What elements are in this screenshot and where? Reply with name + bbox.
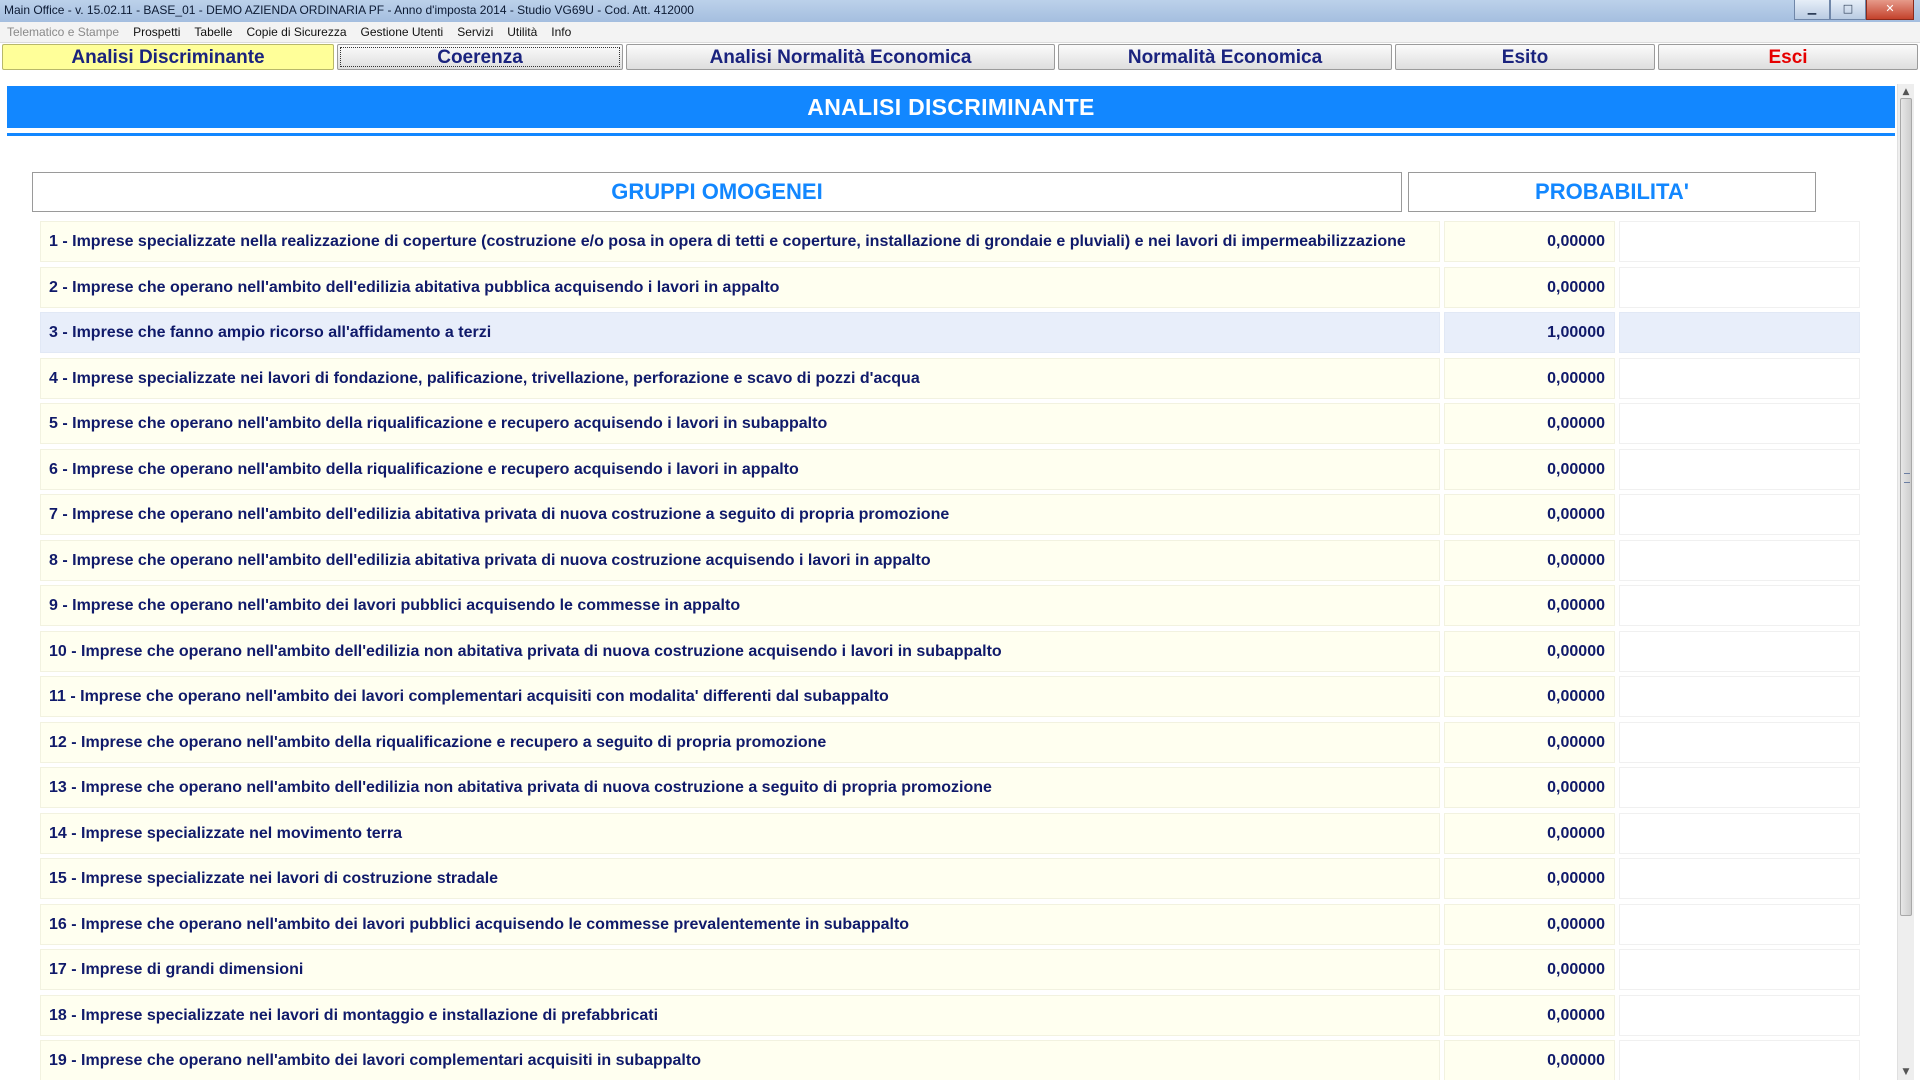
table-row[interactable] — [33, 449, 1863, 490]
menu-item[interactable]: Info — [551, 25, 572, 39]
tab-normalita-economica[interactable]: Normalità Economica — [1058, 44, 1392, 70]
group-description: 5 - Imprese che operano nell'ambito della riqualificazione e recupero acquisendo i lavori in subappalto — [40, 403, 1440, 444]
menu-item[interactable]: Utilità — [507, 25, 538, 39]
group-probability: 0,00000 — [1444, 995, 1615, 1036]
table-row[interactable] — [33, 995, 1863, 1036]
empty-cell — [1619, 540, 1860, 581]
group-description: 7 - Imprese che operano nell'ambito dell'edilizia abitativa privata di nuova costruzione a seguito di propria promozione — [40, 494, 1440, 535]
exit-button[interactable]: Esci — [1658, 44, 1918, 70]
table-row[interactable] — [33, 722, 1863, 763]
close-icon[interactable]: ✕ — [1866, 0, 1914, 20]
empty-cell — [1619, 312, 1860, 353]
menu-item[interactable]: Prospetti — [133, 25, 181, 39]
menu-item[interactable]: Tabelle — [194, 25, 233, 39]
maximize-icon[interactable]: □ — [1830, 0, 1866, 20]
minimize-icon[interactable]: ▁ — [1794, 0, 1830, 20]
group-probability: 0,00000 — [1444, 1040, 1615, 1080]
group-probability: 0,00000 — [1444, 722, 1615, 763]
group-probability: 0,00000 — [1444, 449, 1615, 490]
group-probability: 0,00000 — [1444, 540, 1615, 581]
group-probability: 0,00000 — [1444, 858, 1615, 899]
table-row[interactable] — [33, 813, 1863, 854]
menu-item[interactable]: Copie di Sicurezza — [246, 25, 347, 39]
tab-coerenza[interactable]: Coerenza — [337, 44, 623, 70]
group-probability: 0,00000 — [1444, 494, 1615, 535]
table-row[interactable] — [33, 1040, 1863, 1080]
table-row[interactable] — [33, 904, 1863, 945]
group-description: 12 - Imprese che operano nell'ambito della riqualificazione e recupero a seguito di propria promozione — [40, 722, 1440, 763]
table-row[interactable] — [33, 358, 1863, 399]
group-probability: 0,00000 — [1444, 267, 1615, 308]
group-description: 11 - Imprese che operano nell'ambito dei lavori complementari acquisiti con modalita' differenti dal subappalto — [40, 676, 1440, 717]
empty-cell — [1619, 722, 1860, 763]
window-controls — [1794, 0, 1914, 20]
empty-cell — [1619, 858, 1860, 899]
table-row[interactable] — [33, 767, 1863, 808]
empty-cell — [1619, 403, 1860, 444]
group-description: 6 - Imprese che operano nell'ambito della riqualificazione e recupero acquisendo i lavori in appalto — [40, 449, 1440, 490]
group-description: 2 - Imprese che operano nell'ambito dell'edilizia abitativa pubblica acquisendo i lavori in appalto — [40, 267, 1440, 308]
empty-cell — [1619, 995, 1860, 1036]
vertical-scrollbar[interactable] — [1897, 84, 1914, 1080]
empty-cell — [1619, 813, 1860, 854]
empty-cell — [1619, 949, 1860, 990]
table-row[interactable] — [33, 312, 1863, 353]
table-row[interactable] — [33, 221, 1863, 262]
table-row[interactable] — [33, 267, 1863, 308]
group-probability: 0,00000 — [1444, 585, 1615, 626]
empty-cell — [1619, 494, 1860, 535]
group-probability: 0,00000 — [1444, 631, 1615, 672]
table-row[interactable] — [33, 631, 1863, 672]
grip-icon — [1904, 473, 1910, 483]
empty-cell — [1619, 449, 1860, 490]
group-probability: 0,00000 — [1444, 358, 1615, 399]
group-probability: 0,00000 — [1444, 767, 1615, 808]
groups-table — [33, 221, 1863, 1080]
group-probability: 0,00000 — [1444, 904, 1615, 945]
group-description: 8 - Imprese che operano nell'ambito dell'edilizia abitativa privata di nuova costruzione acquisendo i lavori in appalto — [40, 540, 1440, 581]
group-description: 18 - Imprese specializzate nei lavori di montaggio e installazione di prefabbricati — [40, 995, 1440, 1036]
scroll-up-icon[interactable]: ▲ — [1902, 87, 1910, 97]
group-probability: 0,00000 — [1444, 221, 1615, 262]
empty-cell — [1619, 767, 1860, 808]
table-row[interactable] — [33, 949, 1863, 990]
table-row[interactable] — [33, 585, 1863, 626]
group-description: 17 - Imprese di grandi dimensioni — [40, 949, 1440, 990]
column-header-probability: PROBABILITA' — [1408, 172, 1816, 212]
table-row[interactable] — [33, 540, 1863, 581]
group-description: 13 - Imprese che operano nell'ambito dell'edilizia non abitativa privata di nuova costruzione a seguito di propria promozione — [40, 767, 1440, 808]
empty-cell — [1619, 676, 1860, 717]
group-description: 1 - Imprese specializzate nella realizzazione di coperture (costruzione e/o posa in opera di tetti e coperture, installazione di grondaie e pluviali) e nei lavori di impermeabilizzazione — [40, 221, 1440, 262]
table-row[interactable] — [33, 403, 1863, 444]
page-title: ANALISI DISCRIMINANTE — [7, 86, 1895, 128]
menu-item[interactable]: Gestione Utenti — [360, 25, 444, 39]
menu-bar — [0, 22, 1920, 43]
window-titlebar — [0, 0, 1920, 23]
menu-item: Telematico e Stampe — [7, 25, 120, 39]
group-probability: 0,00000 — [1444, 949, 1615, 990]
group-probability: 0,00000 — [1444, 403, 1615, 444]
empty-cell — [1619, 1040, 1860, 1080]
table-row[interactable] — [33, 858, 1863, 899]
tab-analisi-normalita-economica[interactable]: Analisi Normalità Economica — [626, 44, 1055, 70]
column-header-groups: GRUPPI OMOGENEI — [32, 172, 1402, 212]
group-description: 3 - Imprese che fanno ampio ricorso all'affidamento a terzi — [40, 312, 1440, 353]
empty-cell — [1619, 585, 1860, 626]
section-toolbar — [0, 43, 1920, 73]
empty-cell — [1619, 267, 1860, 308]
group-probability: 1,00000 — [1444, 312, 1615, 353]
group-description: 10 - Imprese che operano nell'ambito dell'edilizia non abitativa privata di nuova costruzione acquisendo i lavori in subappalto — [40, 631, 1440, 672]
empty-cell — [1619, 904, 1860, 945]
group-description: 19 - Imprese che operano nell'ambito dei lavori complementari acquisiti in subappalto — [40, 1040, 1440, 1080]
header-divider — [7, 133, 1895, 136]
group-description: 4 - Imprese specializzate nei lavori di fondazione, palificazione, trivellazione, perforazione e scavo di pozzi d'acqua — [40, 358, 1440, 399]
scroll-down-icon[interactable]: ▼ — [1902, 1067, 1910, 1077]
table-row[interactable] — [33, 494, 1863, 535]
scroll-thumb[interactable] — [1900, 98, 1912, 916]
content-panel[interactable] — [7, 84, 1895, 1080]
table-row[interactable] — [33, 676, 1863, 717]
menu-item[interactable]: Servizi — [457, 25, 494, 39]
empty-cell — [1619, 358, 1860, 399]
group-description: 14 - Imprese specializzate nel movimento terra — [40, 813, 1440, 854]
group-probability: 0,00000 — [1444, 813, 1615, 854]
empty-cell — [1619, 631, 1860, 672]
group-description: 16 - Imprese che operano nell'ambito dei lavori pubblici acquisendo le commesse prevalentemente in subappalto — [40, 904, 1440, 945]
group-description: 9 - Imprese che operano nell'ambito dei lavori pubblici acquisendo le commesse in appalto — [40, 585, 1440, 626]
empty-cell — [1619, 221, 1860, 262]
tab-analisi-discriminante[interactable]: Analisi Discriminante — [2, 44, 334, 70]
window-title: Main Office - v. 15.02.11 - BASE_01 - DEMO AZIENDA ORDINARIA PF - Anno d'imposta 2014 - Studio VG69U - Cod. Att. 412000 — [4, 3, 694, 17]
group-description: 15 - Imprese specializzate nei lavori di costruzione stradale — [40, 858, 1440, 899]
group-probability: 0,00000 — [1444, 676, 1615, 717]
tab-esito[interactable]: Esito — [1395, 44, 1655, 70]
